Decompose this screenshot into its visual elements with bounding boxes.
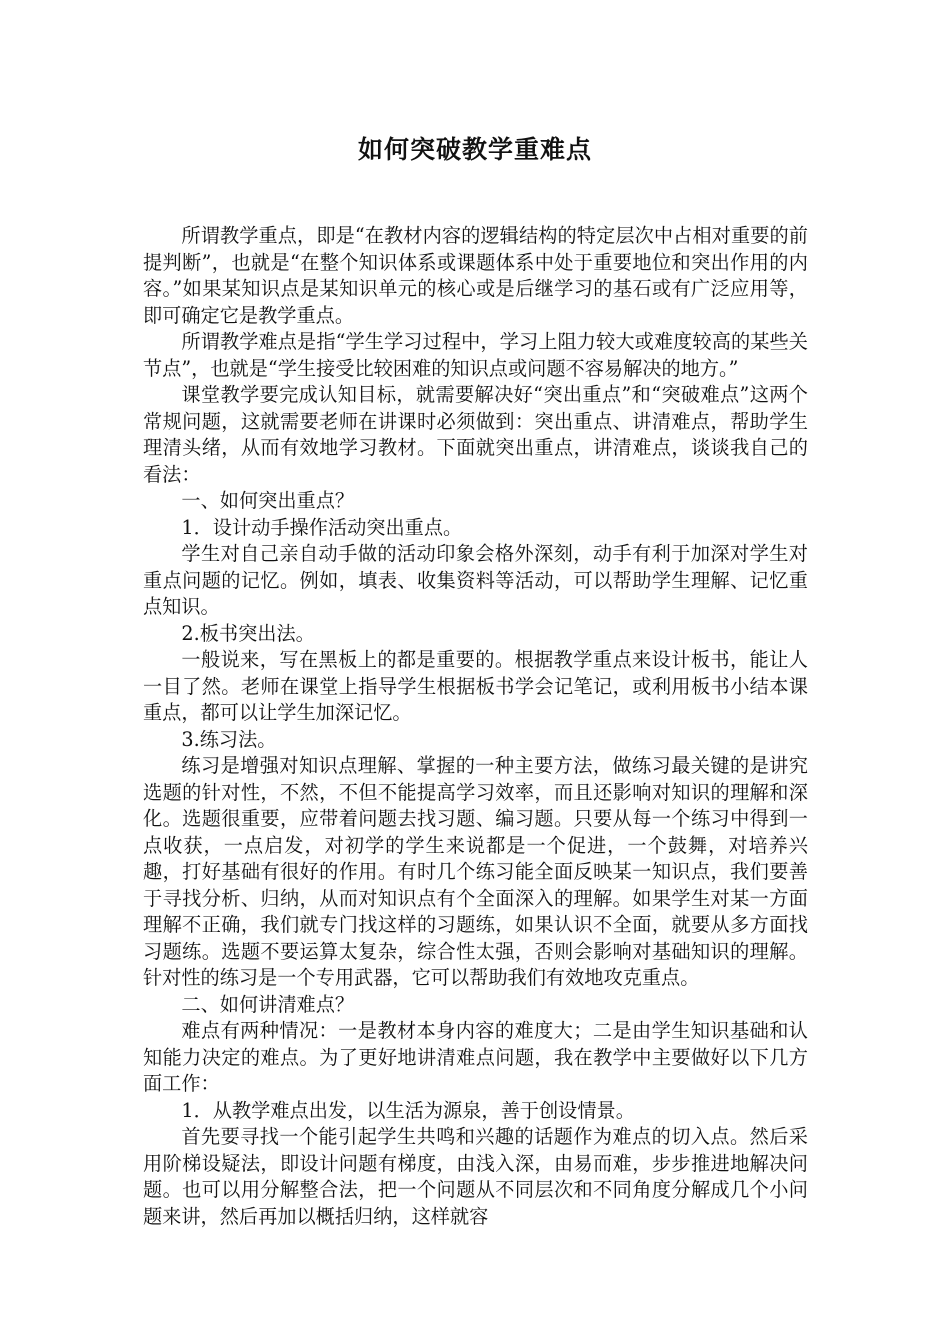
subsection-heading: 2.板书突出法。 bbox=[181, 621, 315, 645]
paragraph: 练习是增强对知识点理解、掌握的一种主要方法，做练习最关键的是讲究选题的针对性，不然，不但不能提高学习效率，而且还影响对知识的理解和深化。选题很重要，应带着问题去找习题、编习题。只要从每一个练习中得到一点收获，一点启发，对初学的学生来说都是一个促进，一个鼓舞，对培养兴趣，打好基础有很好的作用。有时几个练习能全面反映某一知识点，我们要善于寻找分析、归纳，从而对知识点有个全面深入的理解。如果学生对某一方面理解不正确，我们就专门找这样的习题练，如果认识不全面，就要从多方面找习题练。选题不要运算太复杂，综合性太强，否则会影响对基础知识的理解。针对性的练习是一个专用武器，它可以帮助我们有效地攻克重点。 bbox=[143, 754, 808, 989]
paragraph: 难点有两种情况：一是教材本身内容的难度大；二是由学生知识基础和认知能力决定的难点。为了更好地讲清难点问题，我在教学中主要做好以下几方面工作： bbox=[143, 1019, 808, 1095]
subsection-heading: 1．从教学难点出发，以生活为源泉，善于创设情景。 bbox=[181, 1098, 635, 1122]
document-body bbox=[143, 223, 808, 1230]
paragraph: 所谓教学难点是指“学生学习过程中，学习上阻力较大或难度较高的某些关节点”，也就是“学生接受比较困难的知识点或问题不容易解决的地方。” bbox=[143, 330, 808, 380]
section-heading: 二、如何讲清难点？ bbox=[181, 992, 355, 1016]
subsection-heading: 1．设计动手操作活动突出重点。 bbox=[181, 515, 463, 539]
paragraph: 课堂教学要完成认知目标，就需要解决好“突出重点”和“突破难点”这两个常规问题，这就需要老师在讲课时必须做到：突出重点、讲清难点，帮助学生理清头绪，从而有效地学习教材。下面就突出重点，讲清难点，谈谈我自己的看法： bbox=[143, 383, 808, 486]
paragraph: 学生对自己亲自动手做的活动印象会格外深刻，动手有利于加深对学生对重点问题的记忆。例如，填表、收集资料等活动，可以帮助学生理解、记忆重点知识。 bbox=[143, 542, 808, 618]
document-title: 如何突破教学重难点 bbox=[357, 135, 592, 164]
paragraph: 所谓教学重点，即是“在教材内容的逻辑结构的特定层次中占相对重要的前提判断”，也就是“在整个知识体系或课题体系中处于重要地位和突出作用的内容。”如果某知识点是某知识单元的核心或是后继学习的基石或有广泛应用等，即可确定它是教学重点。 bbox=[143, 224, 808, 327]
section-heading: 一、如何突出重点？ bbox=[181, 489, 355, 512]
subsection-heading: 3.练习法。 bbox=[181, 727, 277, 751]
paragraph: 首先要寻找一个能引起学生共鸣和兴趣的话题作为难点的切入点。然后采用阶梯设疑法，即设计问题有梯度，由浅入深，由易而难，步步推进地解决问题。也可以用分解整合法，把一个问题从不同层次和不同角度分解成几个小问题来讲，然后再加以概括归纳，这样就容 bbox=[143, 1125, 808, 1228]
paragraph: 一般说来，写在黑板上的都是重要的。根据教学重点来设计板书，能让人一目了然。老师在课堂上指导学生根据板书学会记笔记，或利用板书小结本课重点，都可以让学生加深记忆。 bbox=[143, 648, 808, 724]
